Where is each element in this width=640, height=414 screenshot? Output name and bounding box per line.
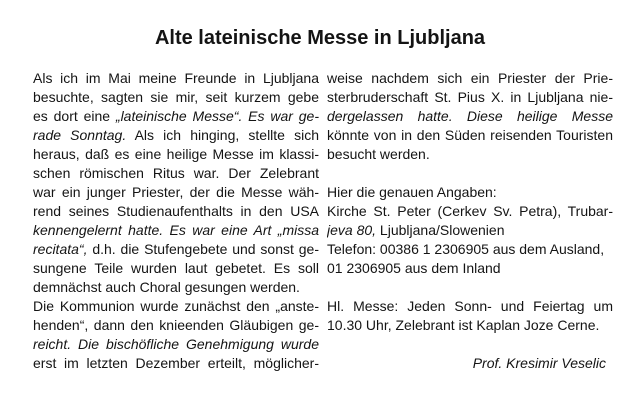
text-run: henden“, dann den knieenden Gläubigen ge- [33, 317, 319, 333]
text-run: könnte von in den Süden reisenden Touristen [327, 127, 613, 143]
text-line [33, 278, 319, 297]
text-run: Als ich im Mai meine Freunde in Ljubljana [33, 70, 319, 86]
text-run: Als ich hinging, stellte sich [126, 127, 319, 143]
article-title: Alte lateinische Messe in Ljubljana [154, 27, 486, 49]
text-line [33, 354, 319, 373]
italic-run: rade Sonntag. [33, 127, 127, 143]
text-line [33, 316, 319, 335]
text-line [33, 88, 319, 107]
italic-run: jeva 80, [327, 222, 377, 238]
text-run: sterbruderschaft St. Pius X. in Ljubljana nie- [327, 89, 613, 105]
text-run: Kirche St. Peter (Cerkev Sv. Petra), Trubar- [327, 203, 613, 219]
text-run: demnächst auch Choral gesungen werden. [33, 279, 300, 295]
text-line [327, 107, 613, 126]
italic-run: kennengelernt hatte. Es war eine Art „missa [33, 222, 319, 238]
text-run: Hl. Messe: Jeden Sonn- und Feiertag um [327, 298, 613, 314]
text-run: heraus, daß es eine heilige Messe im klassi- [33, 146, 319, 162]
text-run: erst im letzten Dezember erteilt, möglicher- [33, 355, 319, 371]
address-line [327, 202, 613, 221]
text-line [33, 202, 319, 221]
text-run: besucht werden. [327, 146, 430, 162]
italic-run: reicht. Die bischöfliche Genehmigung wurde [33, 336, 319, 352]
details-heading [327, 183, 613, 202]
italic-run: recitata“, [33, 241, 88, 257]
text-run: rend seines Studienaufenthalts in den USA [33, 203, 319, 219]
blank-line [327, 164, 613, 183]
blank-line [327, 278, 613, 297]
text-line [327, 69, 613, 88]
text-run: es dort eine [33, 108, 116, 124]
text-line [33, 240, 319, 259]
address-line [327, 221, 613, 240]
text-run: besuchte, sagten sie mir, seit kurzem gebe [33, 89, 319, 105]
text-run: 10.30 Uhr, Zelebrant ist Kaplan Joze Cerne. [327, 317, 600, 333]
text-line [327, 126, 613, 145]
text-line [33, 164, 319, 183]
mass-times-line [327, 316, 613, 335]
text-line [33, 183, 319, 202]
text-run: Hier die genauen Angaben: [327, 184, 497, 200]
mass-times-line [327, 297, 613, 316]
text-line [33, 107, 319, 126]
right-column [327, 69, 613, 373]
text-line [33, 126, 319, 145]
text-run: Die Kommunion wurde zunächst den „anste- [33, 298, 319, 314]
text-line [33, 335, 319, 354]
text-run: Ljubljana/Slowenien [376, 222, 505, 238]
text-run: d.h. die Stufengebete und sonst ge- [87, 241, 319, 257]
text-run: 01 2306905 aus dem Inland [327, 260, 501, 276]
text-run: Telefon: 00386 1 2306905 aus dem Ausland, [327, 241, 605, 257]
text-line [33, 297, 319, 316]
text-run: weise nachdem sich ein Priester der Prie- [327, 70, 613, 86]
left-column [33, 69, 319, 373]
phone-line [327, 259, 613, 278]
text-line [327, 145, 613, 164]
text-run: schen römischen Ritus war. Der Zelebrant [33, 165, 319, 181]
text-line [327, 88, 613, 107]
italic-run: dergelassen hatte. Diese heilige Messe [327, 108, 613, 124]
phone-line [327, 240, 613, 259]
text-line [33, 145, 319, 164]
author-byline: Prof. Kresimir Veselic [472, 355, 606, 371]
italic-run: „lateinische Messe“. Es war ge- [115, 108, 319, 124]
text-line [33, 221, 319, 240]
text-line [33, 259, 319, 278]
blank-line [327, 335, 613, 354]
text-run: sungene Teile wurden laut gebetet. Es soll [33, 260, 319, 276]
text-line [33, 69, 319, 88]
text-run: war ein junger Priester, der die Messe wäh- [33, 184, 319, 200]
